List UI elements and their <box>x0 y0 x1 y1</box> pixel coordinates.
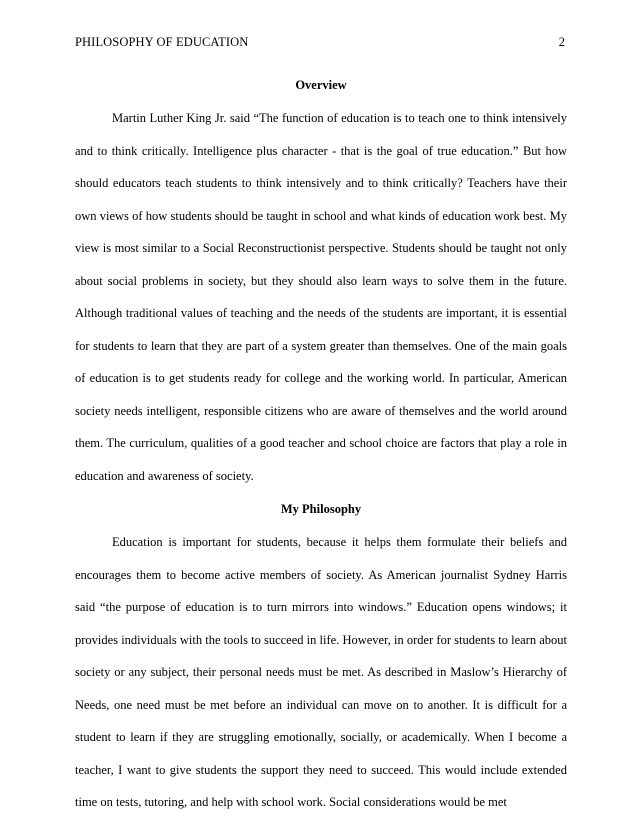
my-philosophy-paragraph: Education is important for students, because it helps them formulate their beliefs and encourages them to become active members of society. As American journalist Sydney Harris said “the purpose of education is to turn mirrors into windows.” Education opens windows; it provides individuals with the tools to succeed in life. However, in order for students to learn about society or any subject, their personal needs must be met. As described in Maslow’s Hierarchy of Needs, one need must be met before an individual can move on to another. It is difficult for a student to learn if they are struggling emotionally, socially, or academically. When I become a teacher, I want to give students the support they need to succeed. This would include extended time on tests, tutoring, and help with school work. Social considerations would be met <box>75 535 567 809</box>
document-body <box>75 68 567 819</box>
running-head <box>75 34 565 50</box>
section-heading-my-philosophy: My Philosophy <box>280 502 362 516</box>
overview-paragraph: Martin Luther King Jr. said “The function of education is to teach one to think intensively and to think critically. Intelligence plus character - that is the goal of true education.” But how should educators teach students to think intensively and to think critically? Teachers have their own views of how students should be taught in school and what kinds of education work best. My view is most similar to a Social Reconstructionist perspective. Students should be taught not only about social problems in society, but they should also learn ways to solve them in the future. Although traditional values of teaching and the needs of the students are important, it is essential for students to learn that they are part of a system greater than themselves. One of the main goals of education is to get students ready for college and the working world. In particular, American society needs intelligent, responsible citizens who are aware of themselves and the world around them. The curriculum, qualities of a good teacher and school choice are factors that play a role in education and awareness of society. <box>75 111 567 483</box>
running-head-title: PHILOSOPHY OF EDUCATION <box>75 35 249 49</box>
section-heading-overview: Overview <box>295 78 347 92</box>
page-number: 2 <box>558 35 565 49</box>
